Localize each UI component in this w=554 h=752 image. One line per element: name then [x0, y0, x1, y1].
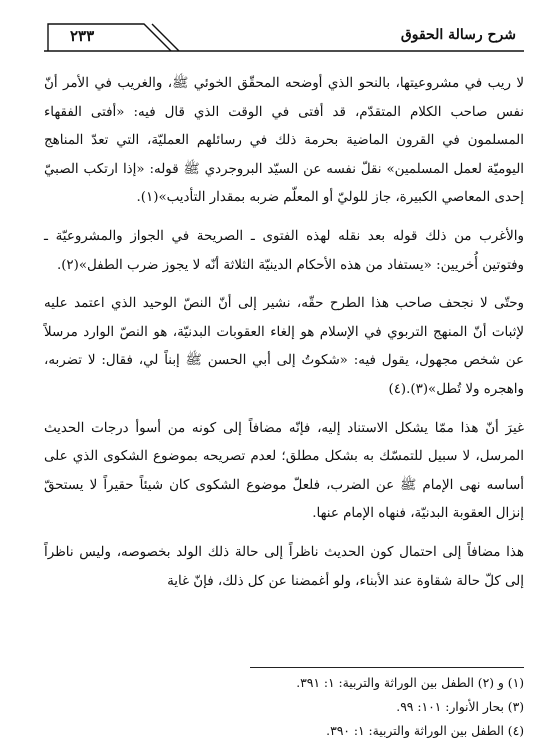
paragraph: هذا مضافاً إلى احتمال كون الحديث ناظراً إلى حالة ذلك الولد بخصوصه، وليس ناظراً إلى كلّ حالة شقاوة عند الأبناء، ولو أغمضنا عن كل ذلك، فإنّ غاية — [44, 544, 524, 589]
footnote-separator — [250, 667, 524, 668]
paragraph: وحتّى لا نجحف صاحب هذا الطرح حقّه، نشير إلى أنّ النصّ الوحيد الذي اعتمد عليه لإثبات أنّ المنهج التربوي في الإسلام هو إلغاء العقوبات البدنيّة، هو النصّ الوارد مرسلاً عن شخص مجهول، يقول فيه: «شكوتُ إلى أبي الحسن ﷺ إبناً لي، فقال: لا تضربه، واهجره ولا تُطل»(٣).(٤) — [44, 296, 524, 397]
footnote: (٣) بحار الأنوار: ١٠١: ٩٩. — [396, 700, 524, 714]
page-number: ٢٣٣ — [70, 27, 95, 45]
paragraph: والأغرب من ذلك قوله بعد نقله لهذه الفتوى ـ الصريحة في الجواز والمشروعيّة ـ وفتوتين أُخريين: «يستفاد من هذه الأحكام الدينيّة الثلاثة أنّه لا يجوز ضرب الطفل»(٢). — [44, 228, 524, 273]
main-text — [44, 70, 524, 606]
footnote: (٤) الطفل بين الوراثة والتربية: ١: ٣٩٠. — [326, 724, 524, 738]
paragraph: غيرَ أنّ هذا ممّا يشكل الاستناد إليه، فإنّه مضافاً إلى كونه من أسوأ درجات الحديث المرسل، لا سبيل للتمسّك به بشكل مطلق؛ لعدم تصريحه بموضوع الشكوى الذي على أساسه نهى الإمام ﷺ عن الضرب، فلعلّ موضوع الشكوى كان شيئاً حقيراً لا يستحقّ إنزال العقوبة البدنيّة، فنهاه الإمام عنها. — [44, 420, 524, 522]
paragraph: لا ريب في مشروعيتها، بالنحو الذي أوضحه المحقّق الخوئي ﷺ، والغريب في الأمر أنّ نفس صاحب الكلام المتقدّم، قد أفتى في الوقت الذي قال فيه: «أفتى الفقهاء المسلمون في القرون الماضية بحرمة ذلك في رسائلهم العمليّة، التي تعدّ المناهج اليوميّة لعمل المسلمين» نقلّ نفسه عن السيّد البروجردي ﷺ قوله: «إذا ارتكب الصبيّ إحدى المعاصي الكبيرة، جاز للوليّ أو المعلّم ضربه بمقدار التأديب»(١). — [44, 76, 524, 206]
running-header — [44, 20, 524, 52]
running-title: شرح رسالة الحقوق — [400, 27, 516, 43]
footnote: (١) و (٢) الطفل بين الوراثة والتربية: ١: ٣٩١. — [296, 676, 524, 690]
